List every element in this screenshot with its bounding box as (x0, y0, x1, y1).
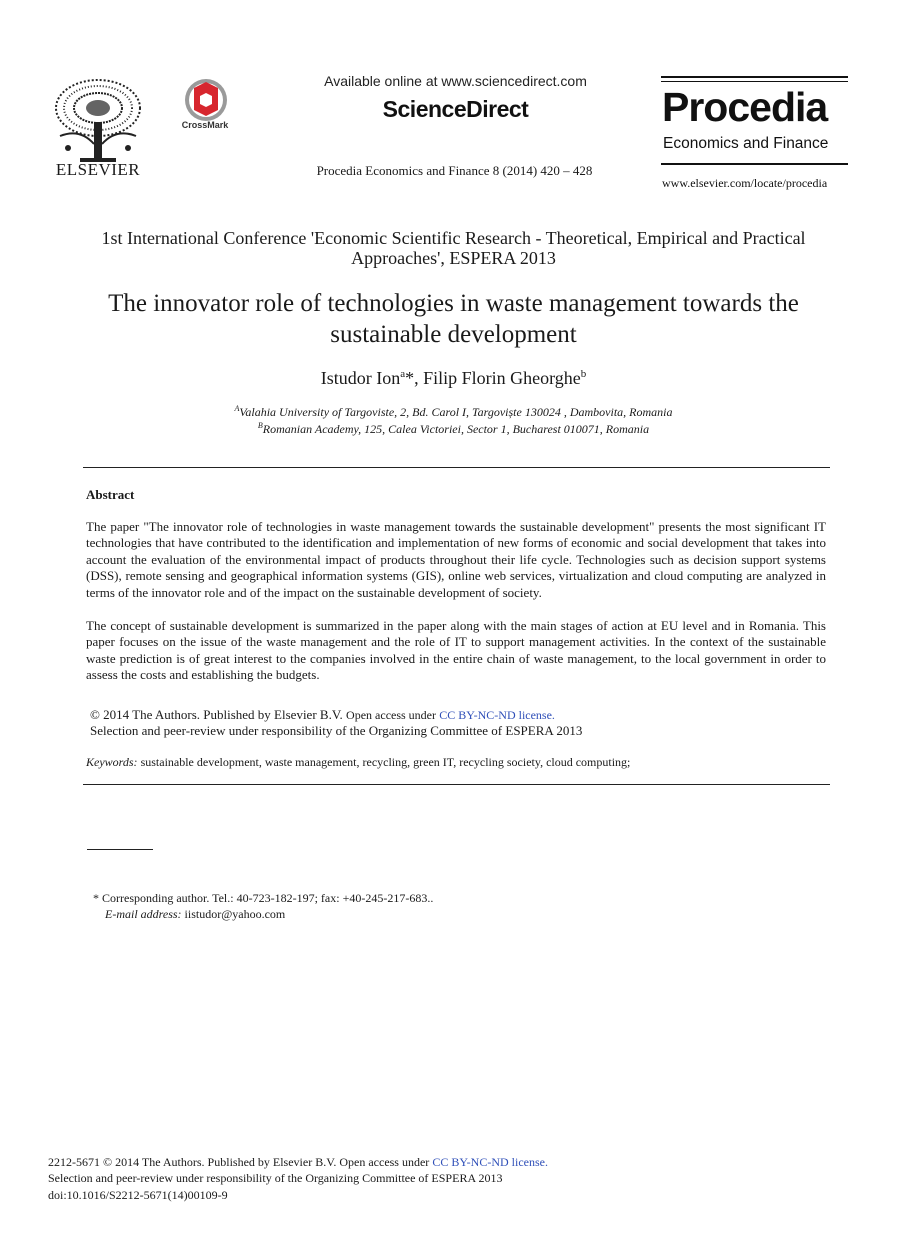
corresponding-mark: *, (405, 368, 419, 388)
keywords-text: sustainable development, waste management, recycling, green IT, recycling society, cloud computing; (140, 755, 631, 769)
abstract-heading: Abstract (86, 487, 135, 502)
abstract-paragraph: The paper "The innovator role of technologies in waste management towards the sustainable development" presents the most significant IT technologies that have contributed to the identification and implementation of new forms of economic and social development that takes into account the evaluation of the environmental impact of products throughout their life cycle. Technologies such as decision support systems (DSS), remote sensing and geographical information systems (GIS), online web services, virtualization and cloud computing are analyzed in terms of the innovator role and of the impact on the sustainable development of society. (86, 519, 826, 600)
email-note (105, 907, 285, 922)
affiliation (0, 421, 907, 437)
email-label: E-mail address: (105, 907, 182, 921)
procedia-rule-top (661, 76, 848, 78)
conference-name: 1st International Conference 'Economic Scientific Research - Theoretical, Empirical and Practical Approaches', ESPERA 2013 (101, 228, 806, 268)
elsevier-wordmark: ELSEVIER (55, 160, 141, 179)
corresponding-author-note: * Corresponding author. Tel.: 40-723-182-197; fax: +40-245-217-683.. (93, 891, 434, 905)
footer-issn-copyright: 2212-5671 © 2014 The Authors. Published by Elsevier B.V. (48, 1155, 337, 1169)
email-address[interactable]: iistudor@yahoo.com (184, 907, 286, 921)
affiliation-text: Romanian Academy, 125, Calea Victoriei, Sector 1, Bucharest 010071, Romania (262, 422, 650, 436)
procedia-rule-top-thin (661, 81, 848, 82)
footer-doi[interactable]: doi:10.1016/S2212-5671(14)00109-9 (48, 1188, 228, 1202)
crossmark-label: CrossMark (181, 120, 229, 130)
open-access-text: Open access under (346, 708, 437, 722)
keywords-label: Keywords: (86, 755, 138, 769)
procedia-logo: Procedia (662, 84, 828, 130)
author-affil-sup: a (400, 368, 406, 380)
available-online-text: Available online at www.sciencedirect.com (324, 73, 587, 89)
paper-title: The innovator role of technologies in waste management towards the sustainable development (108, 290, 799, 348)
copyright-text: © 2014 The Authors. Published by Elsevier B.V. (90, 707, 343, 722)
peer-review-notice: Selection and peer-review under responsibility of the Organizing Committee of ESPERA 2013 (90, 723, 583, 738)
journal-reference: Procedia Economics and Finance 8 (2014) 420 – 428 (316, 163, 593, 178)
procedia-subtitle: Economics and Finance (663, 135, 829, 152)
footer-review: Selection and peer-review under responsibility of the Organizing Committee of ESPERA 2013 (48, 1171, 503, 1185)
footnote-rule (87, 849, 153, 850)
author-affil-sup: b (580, 368, 587, 380)
copyright-notice (90, 707, 555, 723)
affiliation-sup: B (257, 421, 263, 430)
author-name: Filip Florin Gheorghe (423, 368, 581, 388)
sciencedirect-logo: ScienceDirect (382, 96, 529, 122)
license-link[interactable]: CC BY-NC-ND license. (439, 708, 555, 722)
keywords (86, 755, 630, 770)
author-name: Istudor Ion (320, 368, 401, 388)
footer-license-link[interactable]: CC BY-NC-ND license. (432, 1155, 548, 1169)
abstract-paragraph: The concept of sustainable development is summarized in the paper along with the main stages of action at EU level and in Romania. This paper focuses on the issue of the waste management and the role of IT to support management activities. In the context of the sustainable waste prediction is of great interest to the companies involved in the entire chain of waste management, to the local government in order to assess the costs and establishing the budgets. (86, 618, 826, 683)
footer-copyright (48, 1155, 548, 1170)
affiliation-sup: A (234, 404, 240, 413)
divider (83, 467, 830, 468)
affiliation (0, 404, 907, 420)
affiliation-text: Valahia University of Targoviste, 2, Bd. Carol I, Targoviște 130024 , Dambovita, Romania (239, 405, 673, 419)
divider (83, 784, 830, 785)
procedia-rule-bottom (661, 163, 848, 165)
footer-open-access: Open access under (339, 1155, 430, 1169)
author-list (0, 368, 907, 389)
journal-url-link[interactable]: www.elsevier.com/locate/procedia (662, 176, 828, 190)
